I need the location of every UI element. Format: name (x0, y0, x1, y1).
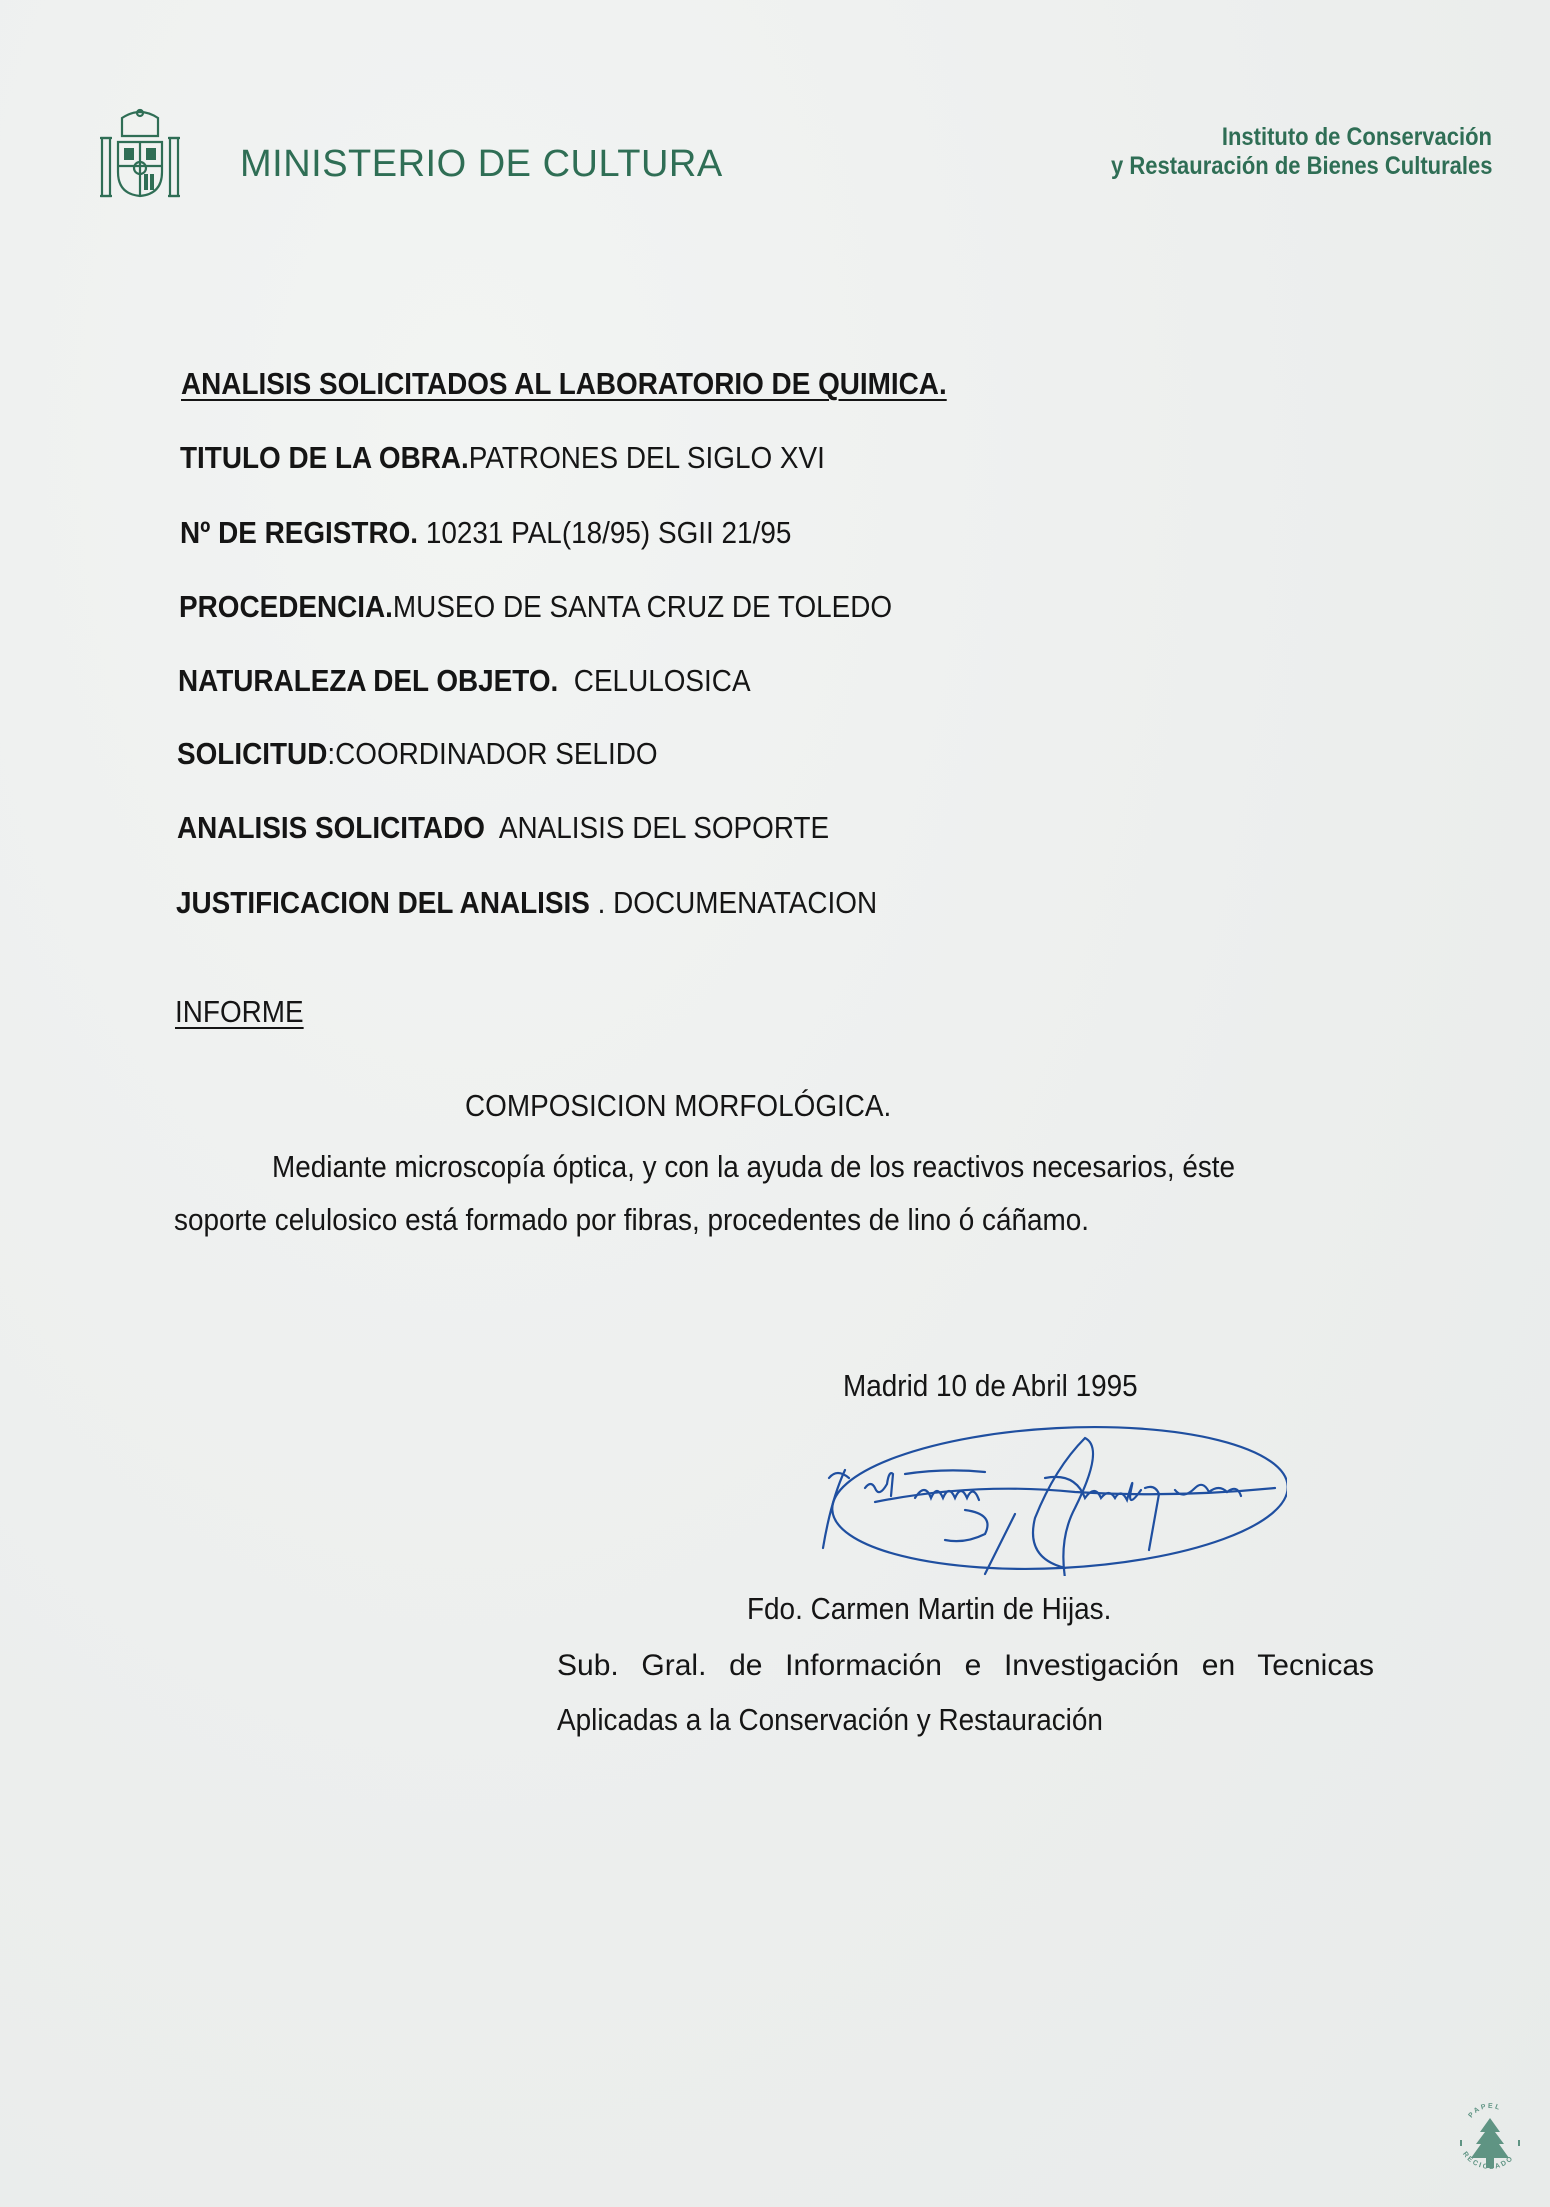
field-value: :COORDINADOR SELIDO (327, 736, 658, 771)
field-justificacion (176, 885, 877, 921)
field-label: TITULO DE LA OBRA. (180, 440, 469, 475)
signed-by: Fdo. Carmen Martin de Hijas. (747, 1591, 1112, 1626)
report-subheading: COMPOSICION MORFOLÓGICA. (465, 1088, 892, 1123)
field-value: 10231 PAL(18/95) SGII 21/95 (418, 515, 792, 550)
field-value: CELULOSICA (558, 663, 751, 698)
field-label: Nº DE REGISTRO. (180, 515, 419, 550)
coat-of-arms-icon (98, 108, 182, 200)
field-procedencia (179, 589, 892, 625)
institute-name-line2: y Restauración de Bienes Culturales (1110, 152, 1492, 180)
field-label: NATURALEZA DEL OBJETO. (178, 663, 559, 698)
logo-text-bottom: RECICLADO (1460, 2150, 1516, 2172)
field-value: PATRONES DEL SIGLO XVI (468, 440, 825, 475)
recycled-paper-logo-icon (1450, 2090, 1530, 2180)
logo-text-top: PAPEL (1467, 2102, 1503, 2120)
field-label: SOLICITUD (177, 736, 328, 771)
ministry-name: MINISTERIO DE CULTURA (240, 143, 723, 185)
field-value: MUSEO DE SANTA CRUZ DE TOLEDO (392, 589, 893, 624)
place-date: Madrid 10 de Abril 1995 (843, 1368, 1138, 1403)
field-solicitud (177, 736, 658, 772)
report-paragraph-line2: soporte celulosico está formado por fibras, procedentes de lino ó cáñamo. (174, 1202, 1090, 1237)
institute-name-line1: Instituto de Conservación (1221, 123, 1492, 151)
field-titulo (180, 440, 825, 476)
field-label: PROCEDENCIA. (179, 589, 393, 624)
department-line1: Sub. Gral. de Información e Investigación en Tecnicas (557, 1649, 1374, 1682)
field-registro (180, 515, 791, 551)
field-label: ANALISIS SOLICITADO (177, 810, 485, 845)
handwritten-signature (815, 1418, 1287, 1576)
field-value: . DOCUMENATACION (589, 885, 878, 920)
report-heading: INFORME (175, 994, 304, 1029)
field-value: ANALISIS DEL SOPORTE (484, 810, 830, 845)
field-naturaleza (178, 663, 751, 699)
report-paragraph-line1: Mediante microscopía óptica, y con la ayuda de los reactivos necesarios, éste (272, 1149, 1236, 1184)
svg-text:PAPEL (1467, 2103, 1502, 2120)
field-analisis-solicitado (177, 810, 829, 846)
field-label: JUSTIFICACION DEL ANALISIS (176, 885, 590, 920)
department-line2: Aplicadas a la Conservación y Restauración (557, 1702, 1103, 1737)
document-title: ANALISIS SOLICITADOS AL LABORATORIO DE QUIMICA. (181, 366, 947, 401)
